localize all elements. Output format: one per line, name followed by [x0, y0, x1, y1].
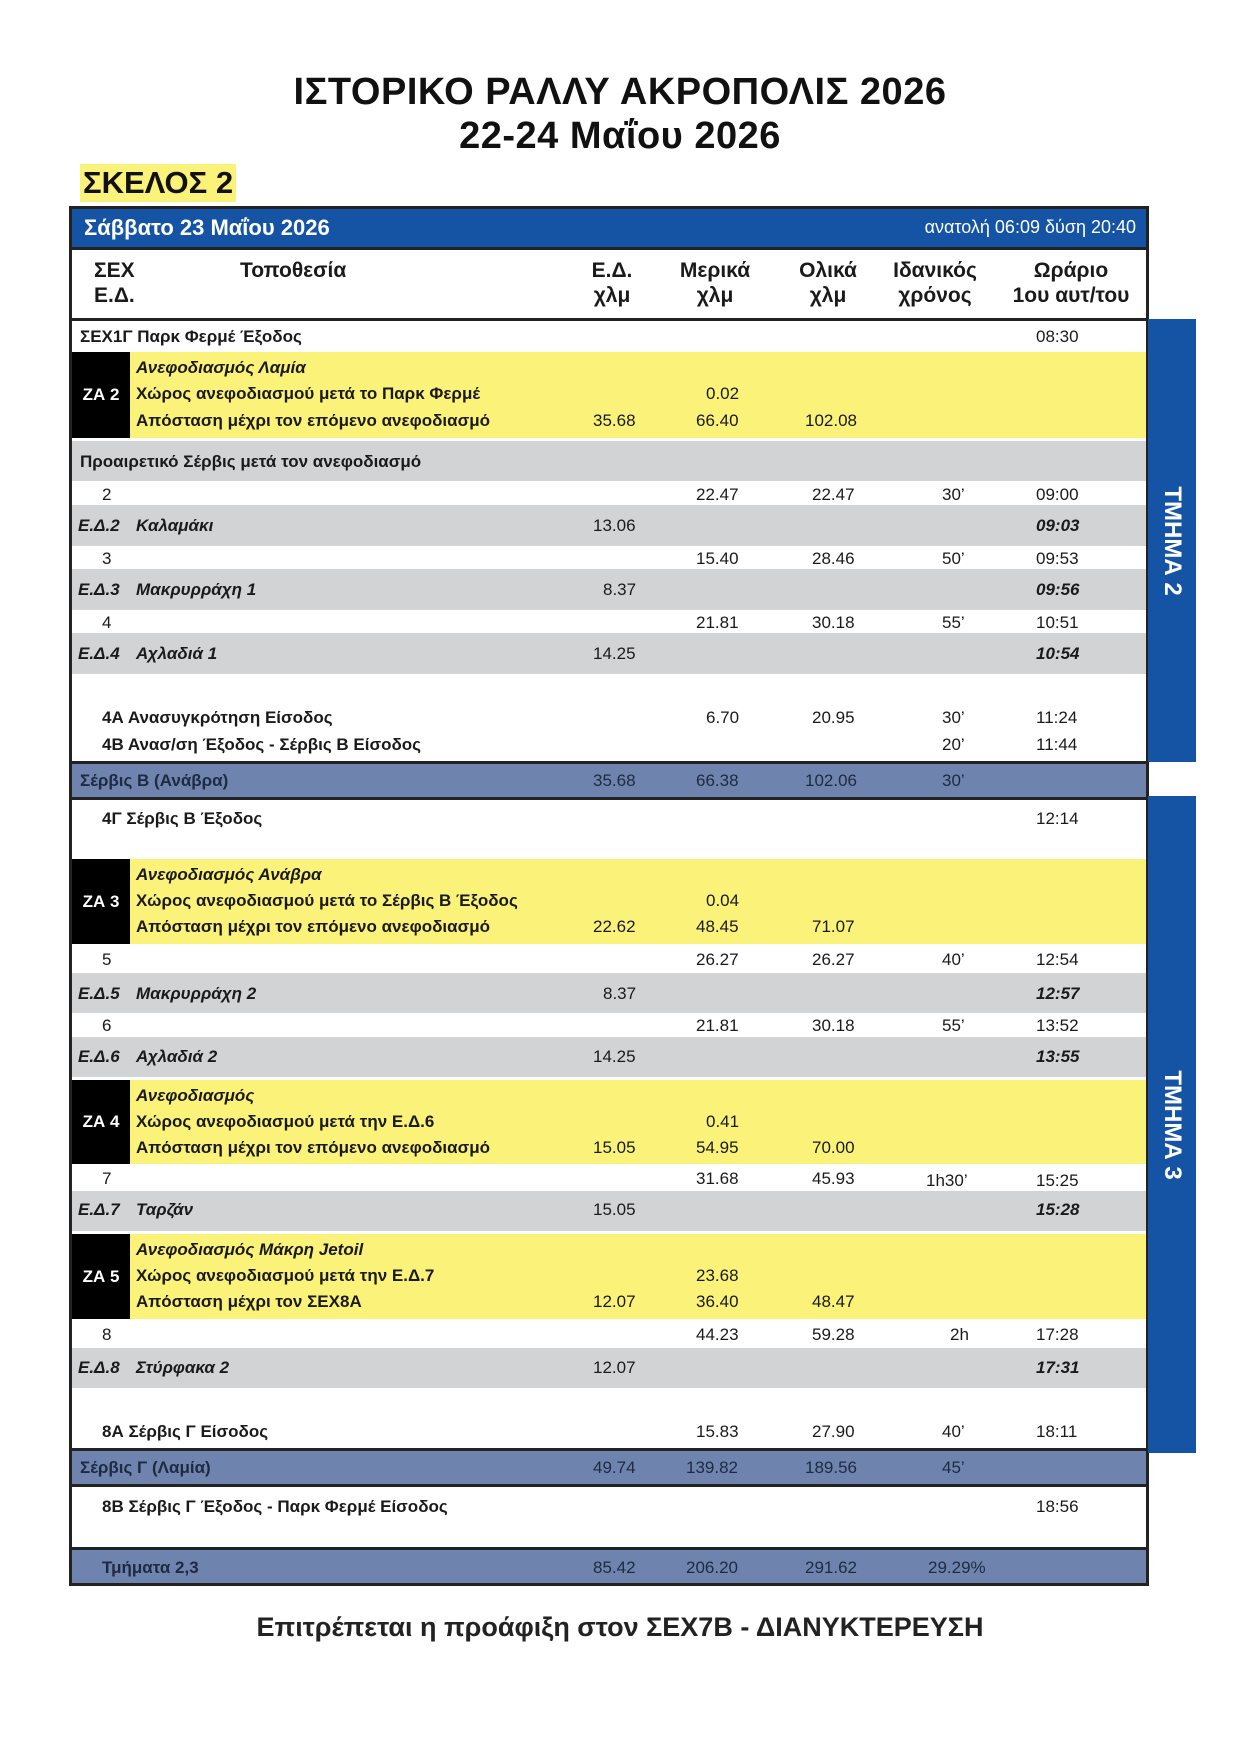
- refuel-partial: 0.04: [706, 891, 740, 910]
- service-ss: 49.74: [593, 1458, 636, 1477]
- col-partial-km: Μερικά χλμ: [679, 259, 751, 307]
- row-time: 12:54: [1036, 950, 1079, 969]
- day-header: [72, 209, 1146, 250]
- refuel-total: 102.08: [805, 411, 857, 430]
- stage-row: [72, 1348, 1146, 1388]
- row-total: 30.18: [812, 1016, 855, 1035]
- stage-km: 12.07: [593, 1358, 636, 1377]
- refuel-zone-row: [72, 1080, 1146, 1164]
- tc-number: 7: [102, 1169, 112, 1188]
- refuel-title: Ανεφοδιασμός Ανάβρα: [136, 865, 322, 884]
- service-partial: 66.38: [696, 771, 739, 790]
- row-partial: 6.70: [706, 708, 740, 727]
- service-ss: 35.68: [593, 771, 636, 790]
- refuel-line2: Χώρος ανεφοδιασμού μετά το Παρκ Φερμέ: [136, 384, 481, 403]
- stage-row: [72, 1191, 1146, 1231]
- totals-partial: 206.20: [686, 1558, 738, 1577]
- table-row: [72, 610, 1146, 633]
- stage-row: [72, 569, 1146, 610]
- stage-km: 15.05: [593, 1200, 636, 1219]
- col-ideal-time: Ιδανικός χρόνος: [893, 259, 977, 307]
- row-time: 11:44: [1036, 735, 1078, 754]
- col-total-km: Ολικά χλμ: [799, 259, 857, 307]
- service-row: [72, 761, 1146, 800]
- itinerary-table: [69, 206, 1149, 1586]
- row-ideal: 2h: [950, 1325, 969, 1344]
- table-row: [72, 1388, 1146, 1448]
- service-total: 102.06: [805, 771, 857, 790]
- row-total: 22.47: [812, 485, 855, 504]
- refuel-line3: Απόσταση μέχρι τον επόμενο ανεφοδιασμό: [136, 1138, 491, 1157]
- service-row: [72, 1448, 1146, 1487]
- column-headers: [72, 250, 1146, 321]
- stage-code: Ε.Δ.8: [78, 1358, 120, 1377]
- stage-time: 17:31: [1036, 1358, 1080, 1377]
- section-band-2: [1148, 319, 1196, 762]
- row-partial: 22.47: [696, 485, 739, 504]
- table-row: [72, 800, 1146, 859]
- service-ideal: 45’: [942, 1458, 965, 1477]
- row-total: 26.27: [812, 950, 855, 969]
- stage-row: [72, 973, 1146, 1013]
- regroup-rows: [72, 674, 1146, 761]
- stage-name: Καλαμάκι: [136, 516, 214, 535]
- col-sex: ΣΕΧ Ε.Δ.: [94, 259, 135, 307]
- refuel-total: 70.00: [812, 1138, 855, 1157]
- row-ideal: 30’: [942, 485, 965, 504]
- stage-row: [72, 505, 1146, 546]
- refuel-title: Ανεφοδιασμός: [136, 1086, 255, 1105]
- row-ideal: 40’: [942, 1422, 965, 1441]
- tc-number: 8: [102, 1325, 112, 1344]
- table-row: [72, 1487, 1146, 1550]
- stage-km: 14.25: [593, 644, 636, 663]
- document-dates: 22-24 Μαΐου 2026: [459, 115, 781, 157]
- table-row: [72, 944, 1146, 973]
- refuel-line2: Χώρος ανεφοδιασμού μετά την Ε.Δ.7: [136, 1266, 435, 1285]
- refuel-line2: Χώρος ανεφοδιασμού μετά την Ε.Δ.6: [136, 1112, 435, 1131]
- sun-times: ανατολή 06:09 δύση 20:40: [924, 217, 1136, 237]
- row-label: ΣΕΧ1Γ Παρκ Φερμέ Έξοδος: [80, 327, 302, 346]
- stage-km: 13.06: [593, 516, 636, 535]
- row-time: 08:30: [1036, 327, 1079, 346]
- refuel-zone-code: ΖΑ 5: [72, 1234, 130, 1319]
- row-time: 10:51: [1036, 613, 1079, 632]
- stage-row: [72, 1037, 1146, 1077]
- row-ideal: 1h30’: [926, 1171, 968, 1190]
- table-row: [72, 1319, 1146, 1348]
- refuel-ss: 12.07: [593, 1292, 636, 1311]
- refuel-partial-2: 36.40: [696, 1292, 739, 1311]
- row-time: 09:00: [1036, 485, 1079, 504]
- stage-time: 09:03: [1036, 516, 1080, 535]
- row-total: 20.95: [812, 708, 855, 727]
- section-label: ΤΜΗΜΑ 3: [1159, 1069, 1186, 1180]
- stage-name: Μακρυρράχη 1: [136, 580, 257, 599]
- refuel-total: 71.07: [812, 917, 855, 936]
- refuel-partial: 23.68: [696, 1266, 739, 1285]
- refuel-zone-row: [72, 352, 1146, 438]
- row-label: Προαιρετικό Σέρβις μετά τον ανεφοδιασμό: [80, 452, 422, 471]
- stage-time: 10:54: [1036, 644, 1080, 663]
- row-label: 4Γ Σέρβις Β Έξοδος: [102, 809, 263, 828]
- tc-number: 6: [102, 1016, 112, 1035]
- stage-name: Μακρυρράχη 2: [136, 984, 257, 1003]
- row-ideal: 55’: [942, 1016, 965, 1035]
- row-time: 13:52: [1036, 1016, 1079, 1035]
- row-time: 09:53: [1036, 549, 1079, 568]
- section-label: ΤΜΗΜΑ 2: [1159, 485, 1186, 596]
- row-partial: 15.83: [696, 1422, 739, 1441]
- service-label: Σέρβις Β (Ανάβρα): [80, 771, 229, 790]
- table-row: [72, 1164, 1146, 1191]
- row-time: 15:25: [1036, 1171, 1079, 1190]
- table-row: [72, 1013, 1146, 1037]
- refuel-line2: Χώρος ανεφοδιασμού μετά το Σέρβις Β Έξοδος: [136, 891, 518, 910]
- tc-number: 3: [102, 549, 112, 568]
- row-time: 18:56: [1036, 1497, 1079, 1516]
- optional-service-row: [72, 441, 1146, 481]
- row-total: 27.90: [812, 1422, 855, 1441]
- row-partial: 26.27: [696, 950, 739, 969]
- refuel-zone-code: ΖΑ 4: [72, 1080, 130, 1164]
- row-partial: 31.68: [696, 1169, 739, 1188]
- refuel-line3: Απόσταση μέχρι τον επόμενο ανεφοδιασμό: [136, 411, 491, 430]
- stage-row: [72, 633, 1146, 674]
- stage-name: Αχλαδιά 1: [136, 644, 218, 663]
- refuel-zone-row: [72, 1234, 1146, 1319]
- stage-code: Ε.Δ.3: [78, 580, 120, 599]
- row-ideal: 40’: [942, 950, 965, 969]
- row-partial: 21.81: [696, 613, 739, 632]
- tc-number: 4: [102, 613, 112, 632]
- totals-label: Τμήματα 2,3: [102, 1558, 199, 1577]
- document-title: ΙΣΤΟΡΙΚΟ ΡΑΛΛΥ ΑΚΡΟΠΟΛΙΣ 2026: [293, 71, 947, 113]
- refuel-ss: 22.62: [593, 917, 636, 936]
- refuel-line3: Απόσταση μέχρι τον ΣΕΧ8Α: [136, 1292, 362, 1311]
- refuel-zone-code: ΖΑ 3: [72, 859, 130, 944]
- stage-code: Ε.Δ.4: [78, 644, 120, 663]
- service-total: 189.56: [805, 1458, 857, 1477]
- row-total: 30.18: [812, 613, 855, 632]
- refuel-partial: 0.41: [706, 1112, 740, 1131]
- stage-name: Στύρφακα 2: [136, 1358, 230, 1377]
- refuel-ss: 35.68: [593, 411, 636, 430]
- row-time: 11:24: [1036, 708, 1078, 727]
- row-total: 59.28: [812, 1325, 855, 1344]
- row-ideal: 20’: [942, 735, 965, 754]
- row-time: 12:14: [1036, 809, 1079, 828]
- table-row: [72, 321, 1146, 352]
- col-schedule: Ωράριο 1ου αυτ/του: [1012, 259, 1130, 307]
- footer-note: Επιτρέπεται η προάφιξη στον ΣΕΧ7Β - ΔΙΑΝΥΚΤΕΡΕΥΣΗ: [256, 1612, 984, 1642]
- row-partial: 21.81: [696, 1016, 739, 1035]
- row-partial: 44.23: [696, 1325, 739, 1344]
- service-ideal: 30’: [942, 771, 965, 790]
- row-label: 4Β Ανασ/ση Έξοδος - Σέρβις Β Είσοδος: [102, 735, 422, 754]
- refuel-line3: Απόσταση μέχρι τον επόμενο ανεφοδιασμό: [136, 917, 491, 936]
- refuel-total: 48.47: [812, 1292, 855, 1311]
- row-partial: 15.40: [696, 549, 739, 568]
- row-time: 17:28: [1036, 1325, 1079, 1344]
- table-row: [72, 546, 1146, 569]
- stage-time: 09:56: [1036, 580, 1080, 599]
- refuel-title: Ανεφοδιασμός Μάκρη Jetoil: [136, 1240, 364, 1259]
- row-total: 28.46: [812, 549, 855, 568]
- leg-label: ΣΚΕΛΟΣ 2: [80, 164, 236, 202]
- stage-time: 12:57: [1036, 984, 1080, 1003]
- col-location: Τοποθεσία: [240, 259, 347, 282]
- section-band-3: [1148, 796, 1196, 1453]
- stage-km: 8.37: [603, 580, 637, 599]
- totals-total: 291.62: [805, 1558, 857, 1577]
- stage-code: Ε.Δ.2: [78, 516, 120, 535]
- refuel-partial: 0.02: [706, 384, 740, 403]
- stage-name: Αχλαδιά 2: [136, 1047, 218, 1066]
- refuel-zone-row: [72, 859, 1146, 944]
- stage-km: 8.37: [603, 984, 637, 1003]
- totals-percentage: 29.29%: [928, 1558, 986, 1577]
- tc-number: 5: [102, 950, 112, 969]
- service-label: Σέρβις Γ (Λαμία): [80, 1458, 211, 1477]
- service-partial: 139.82: [686, 1458, 738, 1477]
- row-ideal: 30’: [942, 708, 965, 727]
- row-total: 45.93: [812, 1169, 855, 1188]
- stage-code: Ε.Δ.6: [78, 1047, 120, 1066]
- row-ideal: 50’: [942, 549, 965, 568]
- day-date: Σάββατο 23 Μαΐου 2026: [84, 215, 330, 240]
- refuel-partial-2: 54.95: [696, 1138, 739, 1157]
- row-label: 8Α Σέρβις Γ Είσοδος: [102, 1422, 269, 1441]
- stage-code: Ε.Δ.5: [78, 984, 120, 1003]
- row-time: 18:11: [1036, 1422, 1078, 1441]
- refuel-ss: 15.05: [593, 1138, 636, 1157]
- totals-ss: 85.42: [593, 1558, 636, 1577]
- refuel-title: Ανεφοδιασμός Λαμία: [136, 358, 306, 377]
- stage-km: 14.25: [593, 1047, 636, 1066]
- stage-name: Ταρζάν: [136, 1200, 194, 1219]
- stage-code: Ε.Δ.7: [78, 1200, 120, 1219]
- refuel-zone-code: ΖΑ 2: [72, 352, 130, 438]
- stage-time: 13:55: [1036, 1047, 1080, 1066]
- stage-time: 15:28: [1036, 1200, 1080, 1219]
- refuel-partial-2: 66.40: [696, 411, 739, 430]
- tc-number: 2: [102, 485, 112, 504]
- row-label: 4Α Ανασυγκρότηση Είσοδος: [102, 708, 333, 727]
- row-label: 8Β Σέρβις Γ Έξοδος - Παρκ Φερμέ Είσοδος: [102, 1497, 448, 1516]
- totals-row: [72, 1550, 1146, 1583]
- table-row: [72, 481, 1146, 505]
- col-ss-km: Ε.Δ. χλμ: [591, 259, 633, 307]
- refuel-partial-2: 48.45: [696, 917, 739, 936]
- row-ideal: 55’: [942, 613, 965, 632]
